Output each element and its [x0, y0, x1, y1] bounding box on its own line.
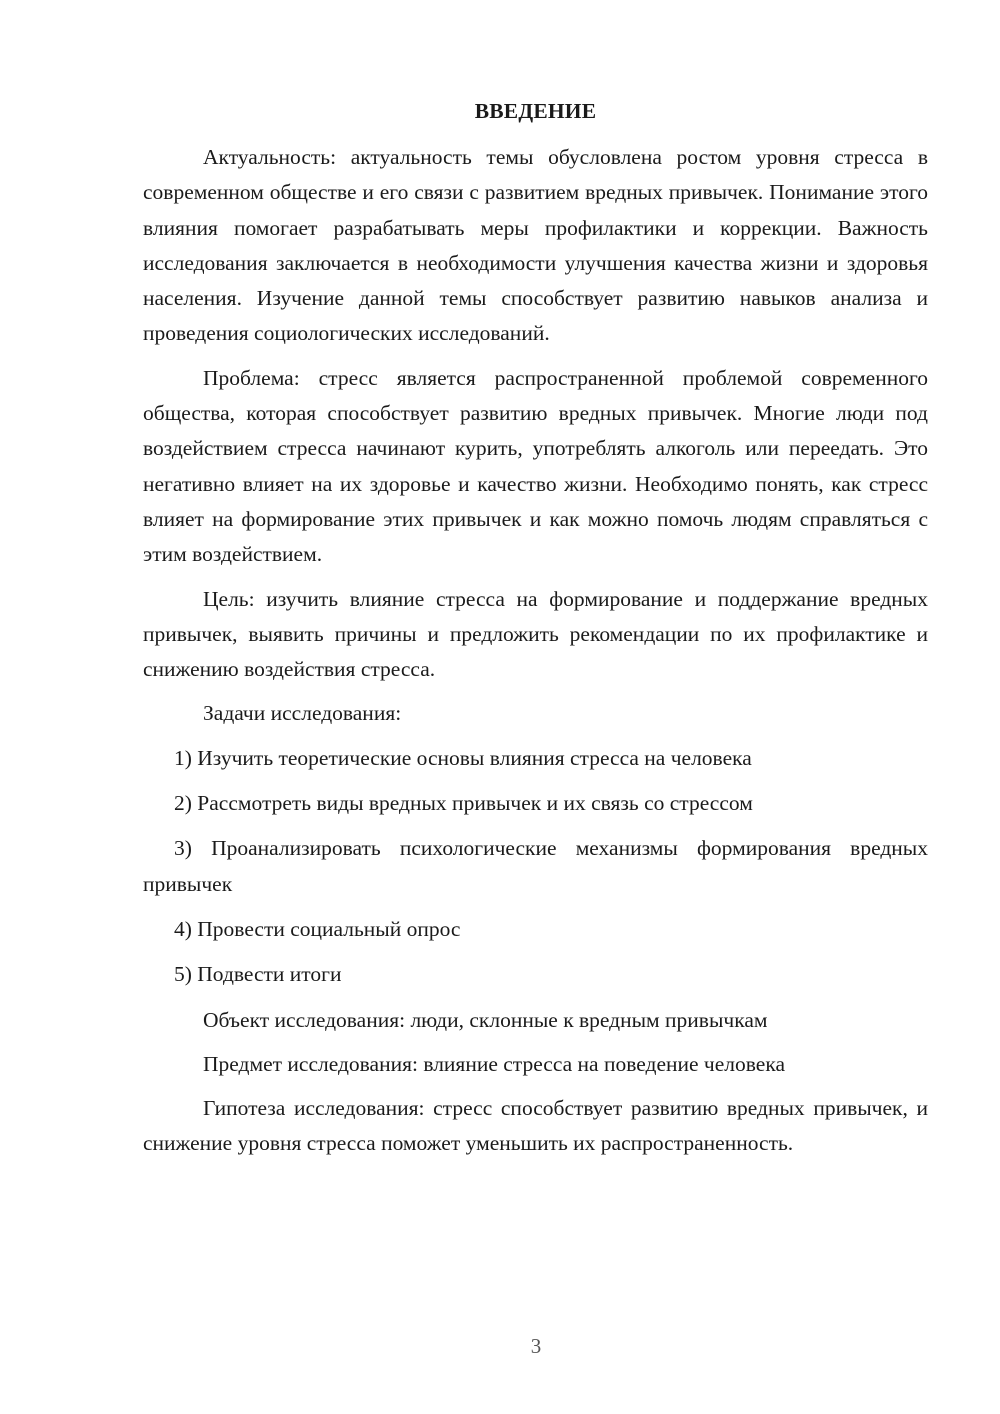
document-body	[143, 94, 928, 1171]
task-item: 3) Проанализировать психологические механизмы формирования вредных привычек	[143, 836, 928, 896]
research-subject-paragraph: Предмет исследования: влияние стресса на поведение человека	[203, 1051, 785, 1076]
section-title: ВВЕДЕНИЕ	[474, 99, 597, 123]
task-item: 1) Изучить теоретические основы влияния стресса на человека	[174, 745, 752, 770]
research-object-paragraph: Объект исследования: люди, склонные к вредным привычкам	[203, 1007, 768, 1032]
hypothesis-paragraph: Гипотеза исследования: стресс способствует развитию вредных привычек, и снижение уровня стресса поможет уменьшить их распространенность.	[143, 1096, 928, 1156]
relevance-paragraph: Актуальность: актуальность темы обусловлена ростом уровня стресса в современном обществе и его связи с развитием вредных привычек. Понимание этого влияния помогает разрабатывать меры профилактики и коррекции. Важность исследования заключается в необходимости улучшения качества жизни и здоровья населения. Изучение данной темы способствует развитию навыков анализа и проведения социологических исследований.	[143, 145, 928, 346]
page-number: 3	[530, 1334, 542, 1358]
goal-paragraph: Цель: изучить влияние стресса на формирование и поддержание вредных привычек, выявить причины и предложить рекомендации по их профилактике и снижению воздействия стресса.	[143, 586, 928, 682]
tasks-heading: Задачи исследования:	[203, 701, 402, 726]
task-item: 4) Провести социальный опрос	[174, 916, 461, 941]
task-item: 5) Подвести итоги	[174, 962, 342, 987]
problem-paragraph: Проблема: стресс является распространенной проблемой современного общества, которая способствует развитию вредных привычек. Многие люди под воздействием стресса начинают курить, употреблять алкоголь или переедать. Это негативно влияет на их здоровье и качество жизни. Необходимо понять, как стресс влияет на формирование этих привычек и как можно помочь людям справляться с этим воздействием.	[143, 365, 928, 567]
task-item: 2) Рассмотреть виды вредных привычек и их связь со стрессом	[174, 791, 753, 816]
